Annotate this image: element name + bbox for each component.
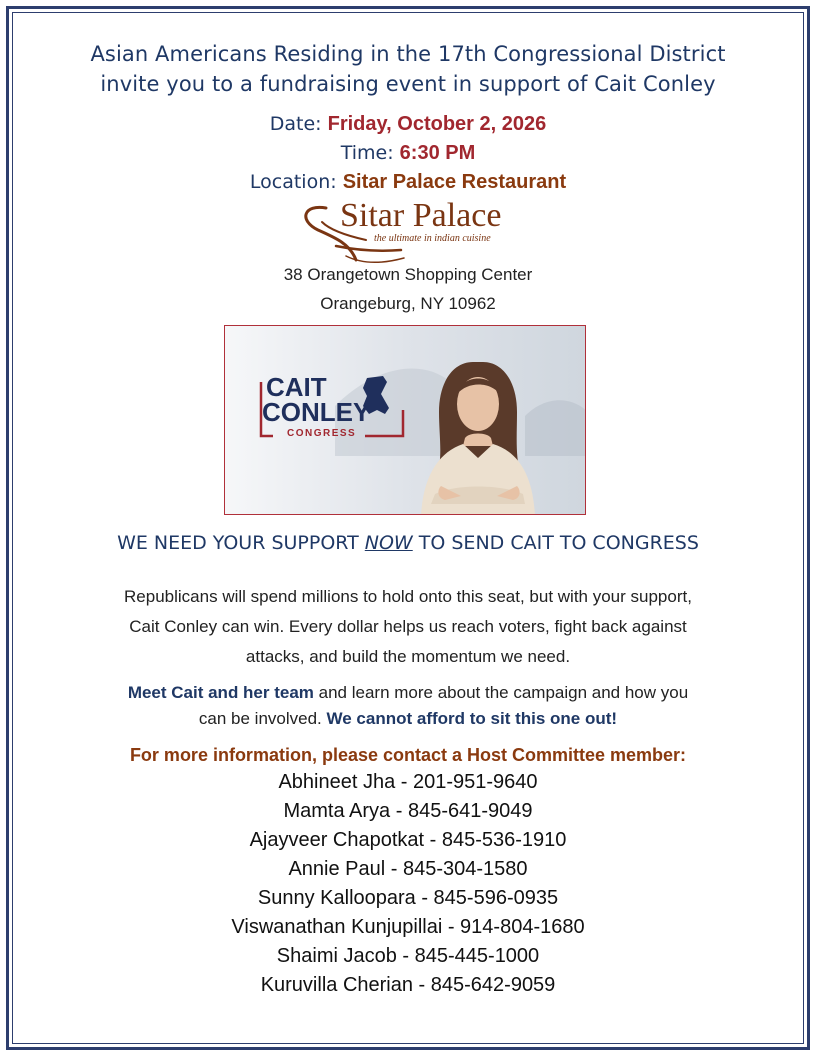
address-line-2: Orangeburg, NY 10962 (320, 294, 496, 313)
event-location (0, 171, 816, 194)
date-value: Friday, October 2, 2026 (327, 113, 547, 135)
venue-logo-name: Sitar Palace (340, 197, 502, 234)
member-item: Annie Paul - 845-304-1580 (288, 858, 528, 880)
member-item: Mamta Arya - 845-641-9049 (283, 800, 533, 822)
support-heading-after: TO SEND CAIT TO CONGRESS (412, 532, 699, 554)
member-item: Sunny Kalloopara - 845-596-0935 (257, 887, 559, 909)
event-date (0, 113, 816, 136)
support-heading-emphasis: NOW (364, 532, 413, 554)
paragraph-2-line-2 (0, 709, 816, 729)
campaign-logo-line-3: CONGRESS (287, 428, 357, 439)
member-item: Ajayveer Chapotkat - 845-536-1910 (249, 829, 567, 851)
date-label: Date: (269, 113, 328, 135)
contact-heading: For more information, please contact a Host Committee member: (129, 745, 687, 765)
event-time (0, 142, 816, 165)
paragraph-1-line-3: attacks, and build the momentum we need. (245, 647, 571, 666)
member-item: Abhineet Jha - 201-951-9640 (278, 771, 538, 793)
paragraph-1-line-1: Republicans will spend millions to hold onto this seat, but with your support, (124, 587, 692, 606)
paragraph-1-line-2: Cait Conley can win. Every dollar helps us reach voters, fight back against (129, 617, 687, 636)
member-item: Kuruvilla Cherian - 845-642-9059 (260, 974, 556, 996)
paragraph-2-text-1: and learn more about the campaign and how you (313, 683, 689, 702)
address-line-1: 38 Orangetown Shopping Center (283, 265, 533, 284)
campaign-logo-line-1: CAIT (266, 372, 327, 402)
paragraph-2-text-2: can be involved. (198, 709, 327, 728)
location-label: Location: (249, 171, 343, 193)
member-item: Shaimi Jacob - 845-445-1000 (276, 945, 540, 967)
support-heading-before: WE NEED YOUR SUPPORT (117, 532, 365, 554)
header-line-1: Asian Americans Residing in the 17th Congressional District (90, 42, 726, 66)
header-line-2: invite you to a fundraising event in support of Cait Conley (100, 72, 716, 96)
time-value: 6:30 PM (399, 142, 476, 164)
member-item: Viswanathan Kunjupillai - 914-804-1680 (231, 916, 585, 938)
time-label: Time: (340, 142, 400, 164)
campaign-logo-line-2: CONLEY (262, 397, 371, 427)
paragraph-2-bold-2: We cannot afford to sit this one out! (326, 709, 618, 728)
venue-logo-tagline: the ultimate in indian cuisine (374, 233, 491, 244)
support-heading (0, 532, 816, 554)
location-value: Sitar Palace Restaurant (342, 171, 567, 193)
paragraph-2-line-1 (0, 683, 816, 703)
campaign-photo (224, 325, 586, 515)
paragraph-2-bold-1: Meet Cait and her team (127, 683, 314, 702)
